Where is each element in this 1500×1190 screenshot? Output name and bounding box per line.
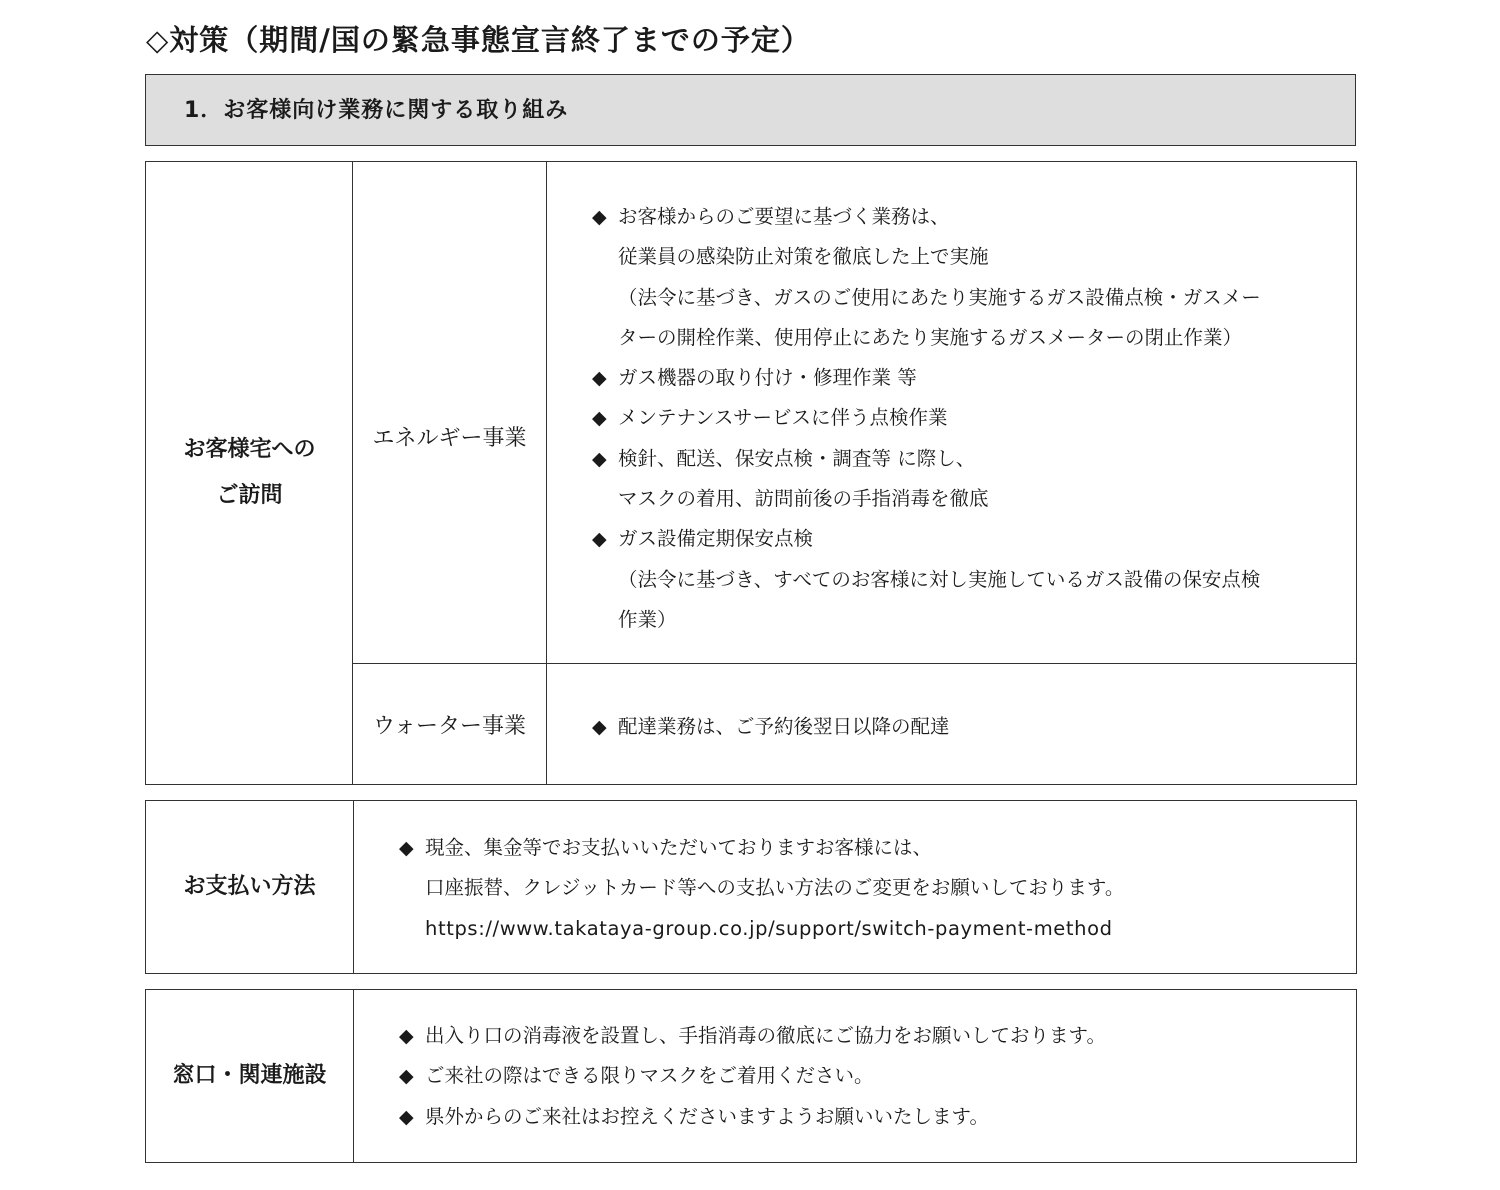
facility-item-1 [399, 1016, 1106, 1056]
energy-item-1-line-1: お客様からのご要望に基づく業務は、 [618, 205, 950, 228]
energy-label: エネルギー事業 [372, 425, 527, 451]
visit-category-line-2: ご訪問 [216, 483, 283, 508]
facility-item-3 [399, 1097, 1106, 1137]
water-item-1-line-1: 配達業務は、ご予約後翌日以降の配達 [618, 715, 950, 738]
page-title: ◇対策（期間/国の緊急事態宣言終了までの予定） [146, 23, 811, 57]
facility-content [399, 1016, 1106, 1137]
payment-divider [353, 801, 354, 973]
energy-item-4-line-1: 検針、配送、保安点検・調査等 に際し、 [618, 446, 976, 470]
energy-item-1-line-4: ターの開栓作業、使用停止にあたり実施するガスメーターの閉止作業） [618, 325, 1243, 349]
payment-content [399, 828, 1124, 949]
water-content [592, 707, 950, 747]
visit-category-cell [146, 162, 353, 784]
energy-item-4-line-2: マスクの着用、訪問前後の手指消毒を徹底 [618, 487, 989, 511]
payment-item-1 [399, 828, 1124, 868]
energy-item-5 [592, 519, 1261, 559]
visit-category-line-1: お客様宅への [183, 437, 316, 462]
facility-item-2-line-1: ご来社の際はできる限りマスクをご着用ください。 [425, 1064, 874, 1088]
facility-label: 窓口・関連施設 [172, 1063, 327, 1088]
energy-item-2 [592, 358, 1261, 398]
energy-item-5-line-2: （法令に基づき、すべてのお客様に対し実施しているガス設備の保安点検 [618, 567, 1261, 591]
facility-item-2 [399, 1056, 1106, 1096]
payment-url: https://www.takataya-group.co.jp/support/switch-payment-method [425, 916, 1113, 940]
visit-table [145, 161, 1357, 785]
payment-item-1-line-2: 口座振替、クレジットカード等への支払い方法のご変更をお願いしております。 [425, 876, 1125, 900]
energy-item-5-line-3: 作業） [618, 607, 677, 631]
visit-divider-2 [546, 162, 547, 784]
facility-item-3-line-1: 県外からのご来社はお控えくださいますようお願いいたします。 [425, 1104, 989, 1128]
facility-table [145, 989, 1357, 1163]
energy-content [592, 197, 1261, 640]
payment-table [145, 800, 1357, 974]
energy-item-1-line-3: （法令に基づき、ガスのご使用にあたり実施するガス設備点検・ガスメー [618, 285, 1261, 309]
energy-item-1-line-2: 従業員の感染防止対策を徹底した上で実施 [618, 245, 989, 269]
water-label: ウォーター事業 [372, 713, 527, 739]
energy-item-5-line-1: ガス設備定期保安点検 [618, 527, 814, 551]
payment-label: お支払い方法 [183, 874, 316, 899]
energy-item-2-line-1: ガス機器の取り付け・修理作業 等 [618, 366, 917, 390]
payment-item-1-line-1: 現金、集金等でお支払いいただいておりますお客様には、 [425, 836, 933, 859]
energy-item-4 [592, 439, 1261, 479]
energy-item-3 [592, 398, 1261, 438]
facility-item-1-line-1: 出入り口の消毒液を設置し、手指消毒の徹底にご協力をお願いしております。 [425, 1024, 1106, 1047]
water-item-1 [592, 707, 950, 747]
energy-item-1 [592, 197, 1261, 237]
facility-divider [353, 990, 354, 1162]
section-header: 1．お客様向け業務に関する取り組み [145, 74, 1356, 146]
energy-item-3-line-1: メンテナンスサービスに伴う点検作業 [618, 406, 948, 430]
